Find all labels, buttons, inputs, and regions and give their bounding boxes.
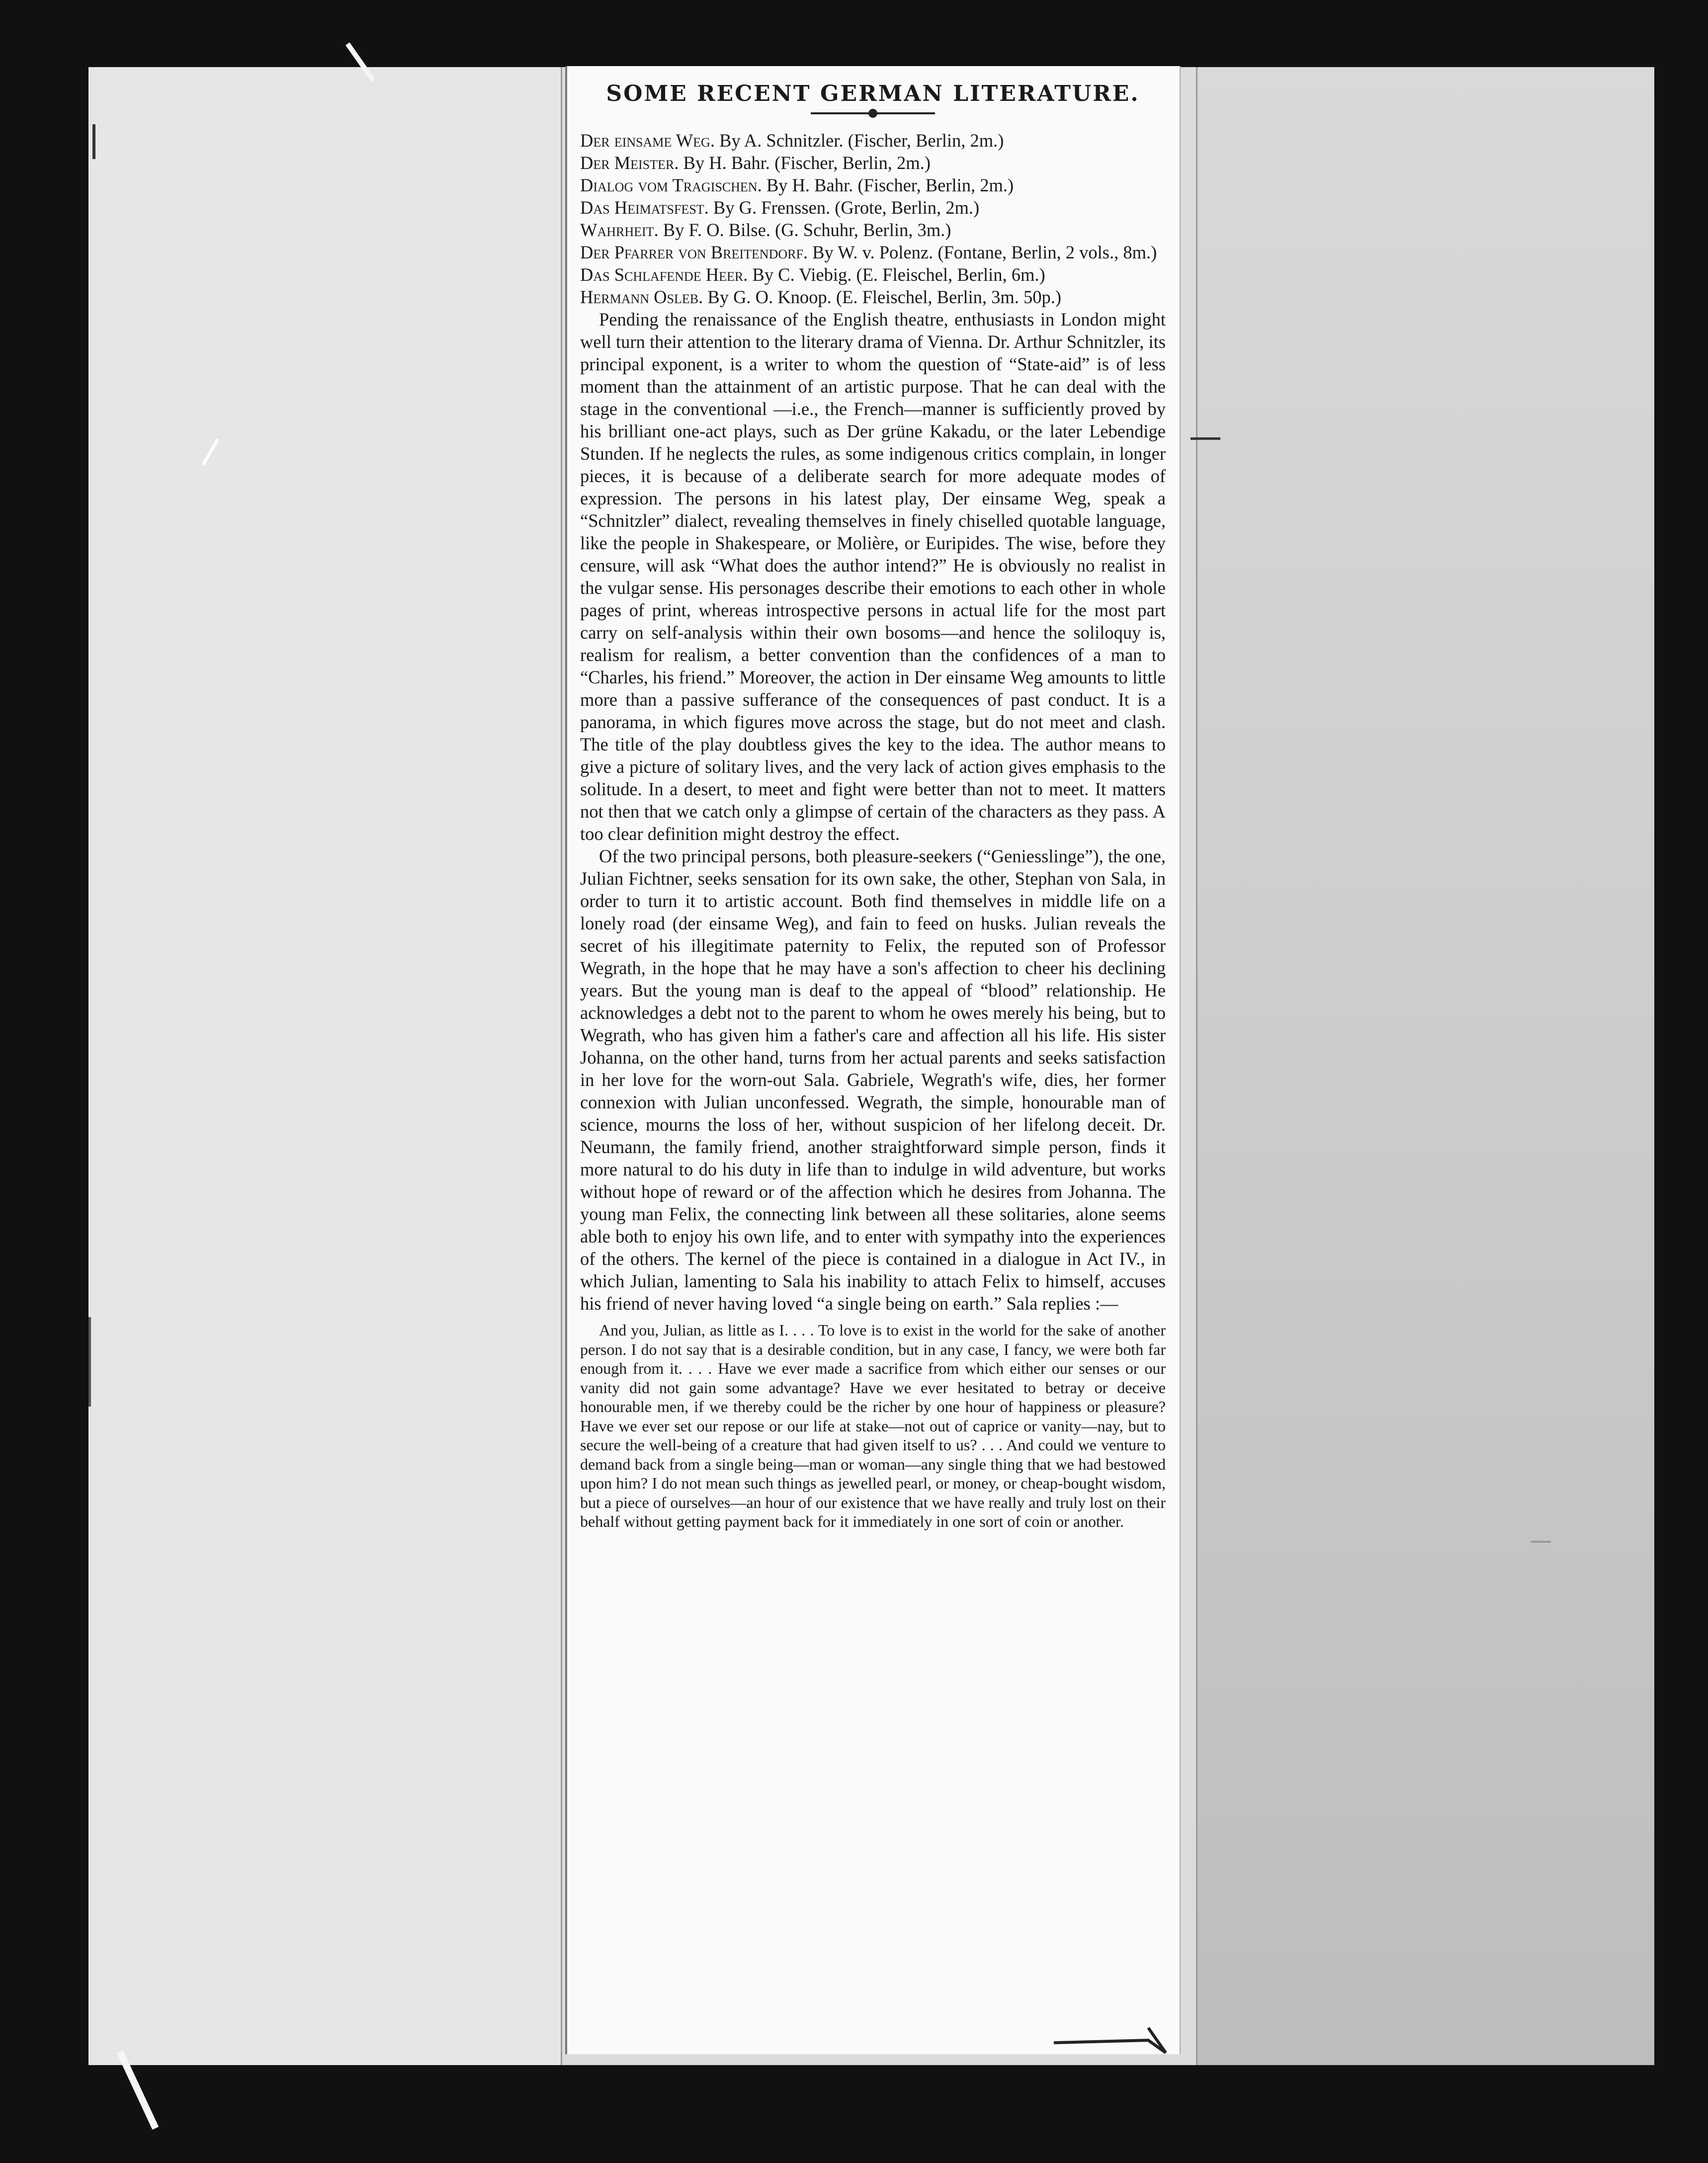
book-entry: Der Meister. By H. Bahr. (Fischer, Berlin, 2m.) [580,153,931,173]
book-entry: Der einsame Weg. By A. Schnitzler. (Fischer, Berlin, 2m.) [580,130,1004,151]
margin-mark [88,1317,91,1407]
newspaper-clipping [565,66,1181,2054]
quote-paragraph: And you, Julian, as little as I. . . . To love is to exist in the world for the sake of another person. I do not say that is a desirable condition, but in any case, I fancy, we were both far enough from it. . . . Have we ever made a sacrifice from which either our senses or our vanity did not gain some advantage? Have we ever hesitated to betray or deceive honourable men, if we thereby could be the richer by one hour of happiness or pleasure? Have we ever set our repose or our life at stake—not out of caprice or vanity—nay, but to secure the well-being of a creature that had given itself to us? . . . And could we venture to demand back from a single being—man or woman—any single thing that we had bestowed upon him? I do not mean such things as jewelled pearl, or money, or cheap-bought wisdom, but a piece of ourselves—an hour of our existence that we have really and truly lost on their behalf without getting payment back for it immediately in one sort of coin or another. [580,1321,1166,1530]
margin-mark [1191,437,1220,440]
mount-fold-line [561,67,562,2065]
article-headline: SOME RECENT GERMAN LITERATURE. [606,81,1140,106]
article-body [580,308,1166,1315]
mount-right-panel [1197,67,1654,2065]
margin-mark [1531,1541,1551,1543]
headline-ornament-rule [811,112,935,114]
book-entry: Hermann Osleb. By G. O. Knoop. (E. Fleischel, Berlin, 3m. 50p.) [580,287,1062,307]
mount-fold-line [1196,67,1197,2065]
block-quote [580,1321,1166,1531]
book-entry: Dialog vom Tragischen. By H. Bahr. (Fischer, Berlin, 2m.) [580,175,1014,195]
pencil-arrow-mark-icon [1049,2018,1168,2058]
mount-left-panel [88,67,561,2065]
margin-mark [92,124,95,159]
body-paragraph: Of the two principal persons, both pleasure-seekers (“Geniesslinge”), the one, Julian Fichtner, seeks sensation for its own sake, the other, Stephan von Sala, in order to turn it to artistic account. Both find themselves in middle life on a lonely road (der einsame Weg), and fain to feed on husks. Julian reveals the secret of his illegitimate paternity to Felix, the reputed son of Professor Wegrath, in the hope that he may have a son's affection to cheer his declining years. But the young man is deaf to the appeal of “blood” relationship. He acknowledges a debt not to the parent to whom he owes merely his being, but to Wegrath, who has given him a father's care and affection all his life. His sister Johanna, on the other hand, turns from her actual parents and seeks satisfaction in her love for the worn-out Sala. Gabriele, Wegrath's wife, dies, her former connexion with Julian unconfessed. Wegrath, the simple, honourable man of science, mourns the loss of her, without suspicion of her lifelong deceit. Dr. Neumann, the family friend, another straightforward simple person, finds it more natural to do his duty in life than to indulge in wild adventure, but works without hope of reward or of the affection which he desires from Johanna. The young man Felix, the connecting link between all these solitaries, alone seems able both to enjoy his own life, and to enter with sympathy into the experiences of the others. The kernel of the piece is contained in a dialogue in Act IV., in which Julian, lamenting to Sala his inability to attach Felix to himself, accuses his friend of never having loved “a single being on earth.” Sala replies :— [580,846,1166,1314]
book-entry: Das Schlafende Heer. By C. Viebig. (E. Fleischel, Berlin, 6m.) [580,264,1045,285]
book-list [580,129,1166,308]
body-paragraph: Pending the renaissance of the English theatre, enthusiasts in London might well turn their attention to the literary drama of Vienna. Dr. Arthur Schnitzler, its principal exponent, is a writer to whom the question of “State-aid” is of less moment than the attainment of an artistic purpose. That he can deal with the stage in the conventional —i.e., the French—manner is sufficiently proved by his brilliant one-act plays, such as Der grüne Kakadu, or the later Lebendige Stunden. If he neglects the rules, as some indigenous critics complain, in longer pieces, it is because of a deliberate search for more adequate modes of expression. The persons in his latest play, Der einsame Weg, speak a “Schnitzler” dialect, revealing themselves in finely chiselled quotable language, like the people in Shakespeare, or Molière, or Euripides. The wise, before they censure, will ask “What does the author intend?” He is obviously no realist in the vulgar sense. His personages describe their emotions to each other in whole pages of print, whereas introspective persons in actual life for the most part carry on self-analysis within their own bosoms—and hence the soliloquy is, realism for realism, a better convention than the confidences of a man to “Charles, his friend.” Moreover, the action in Der einsame Weg amounts to little more than a passive sufferance of the consequences of past conduct. It is a panorama, in which figures move across the stage, but do not meet and clash. The title of the play doubtless gives the key to the idea. The author means to give a picture of solitary lives, and the very lack of action gives emphasis to the solitude. In a desert, to meet and fight were better than not to meet. It matters not then that we catch only a glimpse of certain of the characters as they pass. A too clear definition might destroy the effect. [580,309,1166,844]
book-entry: Der Pfarrer von Breitendorf. By W. v. Polenz. (Fontane, Berlin, 2 vols., 8m.) [580,242,1157,262]
book-entry: Wahrheit. By F. O. Bilse. (G. Schuhr, Berlin, 3m.) [580,220,951,240]
book-entry: Das Heimatsfest. By G. Frenssen. (Grote, Berlin, 2m.) [580,197,980,218]
